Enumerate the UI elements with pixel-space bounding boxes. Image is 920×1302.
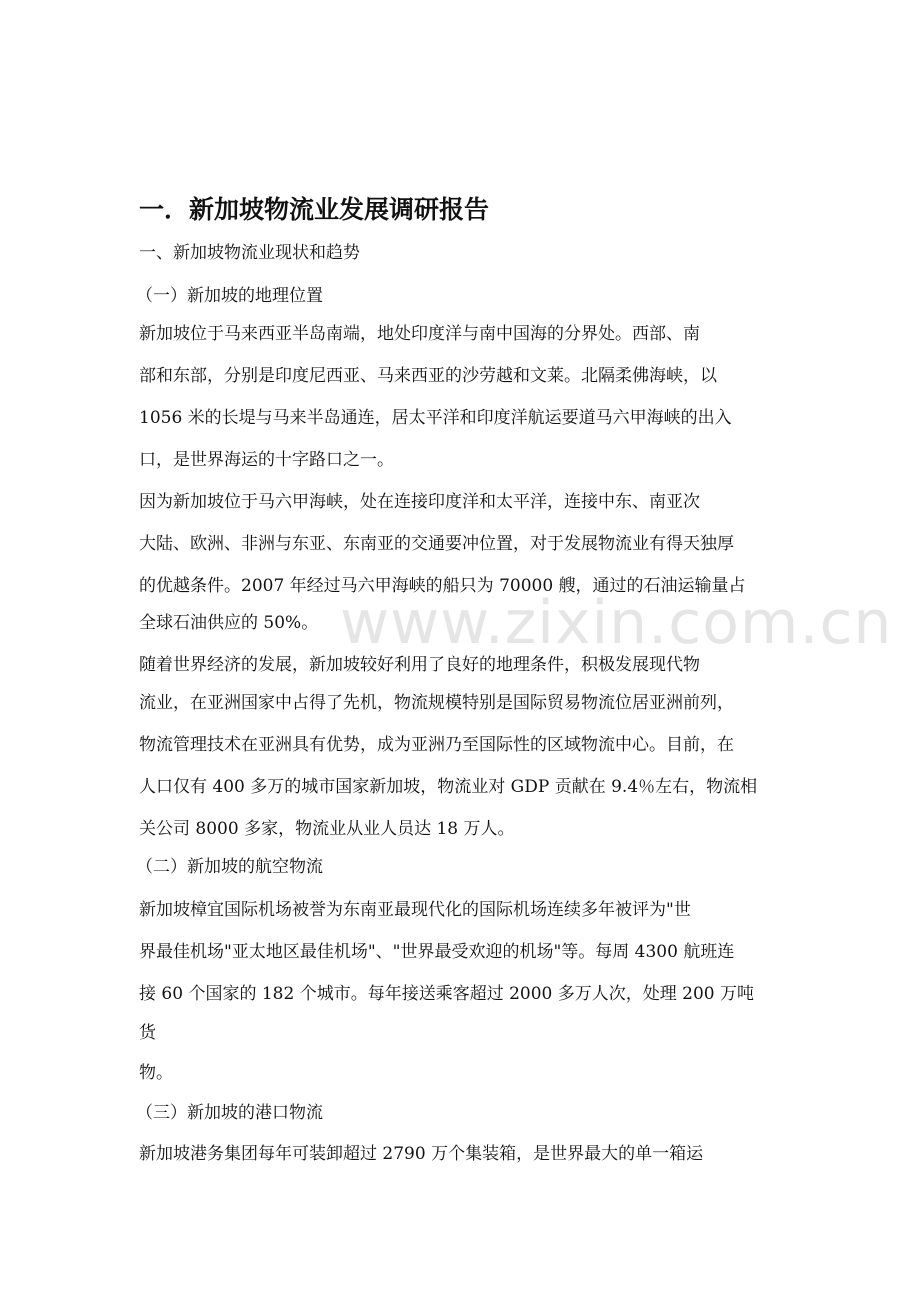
subsection-heading: （一）新加坡的地理位置 [136, 286, 323, 306]
section-heading: 一、新加坡物流业现状和趋势 [139, 243, 360, 263]
paragraph-line: 口，是世界海运的十字路口之一。 [139, 450, 394, 470]
document-title: 一．新加坡物流业发展调研报告 [139, 195, 490, 224]
paragraph-line: 的优越条件。2007 年经过马六甲海峡的船只为 70000 艘，通过的石油运输量占 [139, 576, 746, 596]
paragraph-line: 大陆、欧洲、非洲与东亚、东南亚的交通要冲位置，对于发展物流业有得天独厚 [139, 534, 734, 554]
paragraph-line: 货 [139, 1023, 156, 1043]
paragraph-line: 全球石油供应的 50%。 [139, 613, 319, 633]
paragraph-line: 物。 [139, 1063, 173, 1083]
paragraph-line: 流业，在亚洲国家中占得了先机，物流规模特别是国际贸易物流位居亚洲前列， [139, 693, 734, 713]
paragraph-line: 接 60 个国家的 182 个城市。每年接送乘客超过 2000 多万人次，处理 200 万吨 [139, 984, 755, 1004]
paragraph-line: 新加坡位于马来西亚半岛南端，地处印度洋与南中国海的分界处。西部、南 [139, 324, 700, 344]
paragraph-line: 人口仅有 400 多万的城市国家新加坡，物流业对 GDP 贡献在 9.4％左右，物流相 [139, 777, 758, 797]
paragraph-line: 1056 米的长堤与马来半岛通连，居太平洋和印度洋航运要道马六甲海峡的出入 [139, 408, 732, 428]
paragraph-line: 界最佳机场"亚太地区最佳机场"、"世界最受欢迎的机场"等。每周 4300 航班连 [139, 942, 735, 962]
paragraph-line: 部和东部，分别是印度尼西亚、马来西亚的沙劳越和文莱。北隔柔佛海峡，以 [139, 366, 717, 386]
paragraph-line: 随着世界经济的发展，新加坡较好利用了良好的地理条件，积极发展现代物 [139, 655, 700, 675]
subsection-heading: （二）新加坡的航空物流 [136, 857, 323, 877]
paragraph-line: 关公司 8000 多家，物流业从业人员达 18 万人。 [139, 819, 515, 839]
subsection-heading: （三）新加坡的港口物流 [136, 1103, 323, 1123]
paragraph-line: 新加坡樟宜国际机场被誉为东南亚最现代化的国际机场连续多年被评为"世 [139, 900, 691, 920]
paragraph-line: 物流管理技术在亚洲具有优势，成为亚洲乃至国际性的区域物流中心。目前，在 [139, 735, 734, 755]
paragraph-line: 因为新加坡位于马六甲海峡，处在连接印度洋和太平洋，连接中东、南亚次 [139, 492, 700, 512]
paragraph-line: 新加坡港务集团每年可装卸超过 2790 万个集装箱，是世界最大的单一箱运 [139, 1144, 704, 1164]
watermark: www.zixin.com.cn [340, 588, 893, 658]
